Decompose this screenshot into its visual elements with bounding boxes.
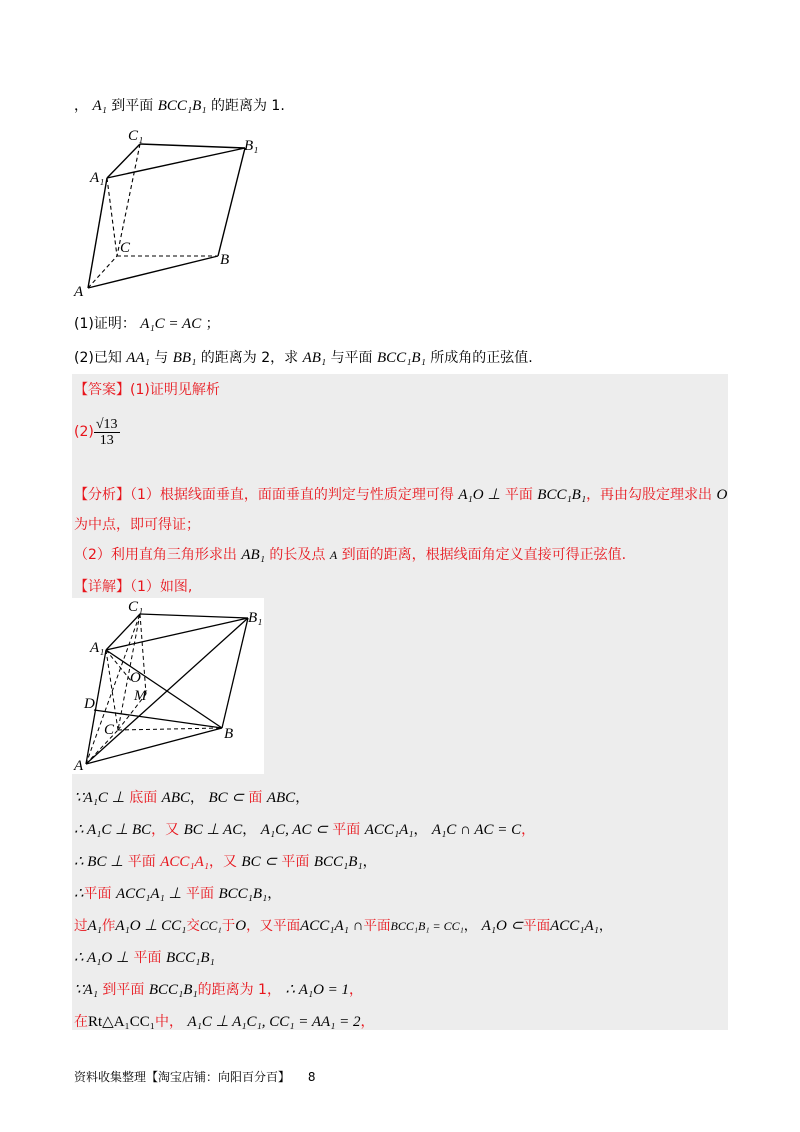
prism-figure-2 (72, 598, 264, 774)
intro-prefix: ， (74, 98, 88, 114)
prism-figure-1 (70, 126, 259, 301)
analysis-line-2 (74, 515, 200, 535)
text: 平面 (186, 886, 215, 902)
answer-tag: 【答案】 (74, 382, 130, 398)
text: ， (360, 1014, 375, 1030)
math: ABC (266, 790, 296, 806)
q2-aa1: AA₁ (126, 350, 150, 366)
detail-line (74, 577, 192, 597)
detail-tag: 【详解】 (74, 579, 130, 595)
label-o: O (130, 670, 141, 686)
page-number: 8 (307, 1070, 316, 1084)
analysis-line-1 (74, 485, 727, 505)
math: BC ⊂ (241, 854, 277, 870)
text: ， (463, 918, 478, 934)
proof-line-7 (74, 980, 363, 1000)
analysis-point-o: O (716, 487, 728, 503)
math: BCC₁B₁ (148, 982, 198, 998)
label-b: B (224, 726, 234, 742)
intro-text: 到平面 (111, 98, 154, 114)
text: ， (362, 854, 377, 870)
math: BCC₁B₁ (218, 886, 268, 902)
math: BC ⊥ AC (183, 822, 243, 838)
proof-line-8 (74, 1012, 374, 1032)
math: A₁O ⊥ CC₁ (115, 918, 187, 934)
q2-bb1: BB₁ (172, 350, 197, 366)
proof-line-3 (74, 852, 377, 872)
math: A₁C ∩ AC = C (431, 822, 522, 838)
label-b: B (220, 252, 230, 268)
q2-text: 与 (154, 350, 169, 366)
math: BCC₁B₁ (313, 854, 363, 870)
math: O (235, 918, 247, 934)
math: ∴ A₁C ⊥ BC (74, 822, 152, 838)
page-footer (74, 1068, 315, 1085)
text: 平面 (281, 854, 310, 870)
math: ∴ (74, 886, 84, 902)
q1-expr: A₁C = AC (140, 316, 202, 332)
analysis-text: ，再由勾股定理求出 (586, 487, 713, 503)
math: A₁C, AC ⊂ (260, 822, 328, 838)
analysis-line-3 (74, 545, 626, 565)
math: A₁ (87, 918, 102, 934)
fraction-numerator: √13 (95, 416, 118, 432)
math: ∵A₁C ⊥ (74, 790, 125, 806)
label-c: C (104, 722, 115, 738)
analysis-text: 平面 (504, 487, 533, 503)
text: ，又 (151, 822, 180, 838)
text: 面 (248, 790, 263, 806)
text: 中， (155, 1014, 184, 1030)
q2-text: 所成角的正弦值. (430, 350, 533, 366)
text: 平面 (332, 822, 361, 838)
label-b1: B₁ (244, 138, 259, 154)
math: ACC₁A₁ ⊥ (116, 886, 182, 902)
plane-bcc1b1: BCC₁B₁ (157, 98, 207, 114)
math: ABC (161, 790, 190, 806)
label-m: M (134, 688, 147, 704)
math: ∴ A₁O = 1 (285, 982, 350, 998)
analysis-expr: A₁O ⊥ (458, 487, 501, 503)
proof-line-2 (74, 820, 535, 840)
analysis-text: （1）根据线面垂直，面面垂直的判定与性质定理可得 (130, 487, 454, 503)
text: 平面 (127, 854, 156, 870)
math: BC ⊂ (208, 790, 244, 806)
text: 的距离为 1， (197, 982, 281, 998)
math: ACC₁A₁ (364, 822, 414, 838)
text: ， (190, 790, 204, 806)
math: ∴ BC ⊥ (74, 854, 124, 870)
text: 平面 (523, 918, 551, 934)
intro-text: 的距离为 1. (210, 98, 285, 114)
analysis-ab1: AB₁ (241, 547, 265, 563)
analysis-tag: 【分析】 (74, 487, 130, 503)
text: ， (349, 982, 364, 998)
q1-label: (1)证明： (74, 316, 136, 332)
text: 过 (74, 918, 88, 934)
label-a: A (74, 284, 84, 300)
q2-label: (2)已知 (74, 350, 122, 366)
point-a1: A₁ (92, 98, 107, 114)
footer-text: 资料收集整理【淘宝店铺：向阳百分百】 (74, 1070, 291, 1084)
analysis-text: （2）利用直角三角形求出 (74, 547, 237, 563)
label-a: A (74, 758, 84, 774)
analysis-text: 为中点，即可得证； (74, 517, 200, 533)
question-1 (74, 314, 220, 334)
q2-plane: BCC₁B₁ (377, 350, 426, 366)
label-c1: C₁ (128, 599, 144, 615)
math: BCC₁B₁ (165, 950, 215, 966)
proof-line-6 (74, 948, 215, 968)
text: 平面 (133, 950, 162, 966)
text: 作 (101, 918, 116, 934)
analysis-point-a: A (329, 548, 338, 562)
answer-fraction (94, 417, 120, 448)
label-d: D (84, 696, 95, 712)
text: ，又平面 (246, 918, 301, 934)
detail-text: （1）如图, (130, 579, 193, 595)
label-c: C (120, 240, 131, 256)
math: BCC₁B₁ = CC₁ (390, 919, 464, 933)
text: 在 (74, 1014, 88, 1030)
math: A₁O ⊂ (481, 918, 524, 934)
proof-line-4 (74, 884, 281, 904)
fraction-denominator: 13 (99, 432, 114, 448)
label-c1: C₁ (128, 128, 144, 144)
text: 底面 (129, 790, 158, 806)
question-2 (74, 348, 533, 368)
analysis-text: 到面的距离，根据线面角定义直接可得正弦值. (341, 547, 627, 563)
text: ，又 (208, 854, 237, 870)
q1-end: ； (205, 316, 220, 332)
text: 平面 (363, 918, 391, 934)
text: 于 (221, 918, 236, 934)
analysis-plane: BCC₁B₁ (537, 487, 587, 503)
intro-line (74, 96, 285, 116)
text: 交 (186, 918, 200, 934)
text: ， (413, 822, 428, 838)
text: ， (267, 886, 282, 902)
text: ， (521, 822, 536, 838)
analysis-text: 的长及点 (269, 547, 326, 563)
text: ， (242, 822, 257, 838)
answer-part1: (1)证明见解析 (130, 382, 220, 398)
q2-text: 与平面 (330, 350, 373, 366)
text: ， (598, 918, 613, 934)
math: CC₁ (199, 918, 222, 933)
math: Rt△A₁CC₁ (88, 1014, 156, 1030)
answer-line-2 (74, 414, 120, 450)
label-a1: A₁ (90, 170, 105, 186)
math: A₁C ⊥ A₁C₁, CC₁ = AA₁ = 2 (187, 1014, 361, 1030)
math: ∴ A₁O ⊥ (74, 950, 130, 966)
answer-line-1 (74, 380, 220, 400)
math: ACC₁A₁ (550, 918, 599, 934)
answer-part2-label: (2) (74, 424, 94, 440)
label-a1: A₁ (90, 640, 105, 656)
text: 到平面 (102, 982, 145, 998)
q2-ab1: AB₁ (302, 350, 327, 366)
text: 平面 (83, 886, 112, 902)
math: ACC₁A₁ (160, 854, 209, 870)
text: ， (295, 790, 310, 806)
q2-text: 的距离为 2，求 (200, 350, 299, 366)
label-b1: B₁ (248, 610, 263, 626)
proof-line-5 (74, 916, 612, 936)
proof-line-1 (74, 788, 309, 808)
math: ∵A₁ (74, 982, 98, 998)
math: ACC₁A₁ ∩ (300, 918, 364, 934)
